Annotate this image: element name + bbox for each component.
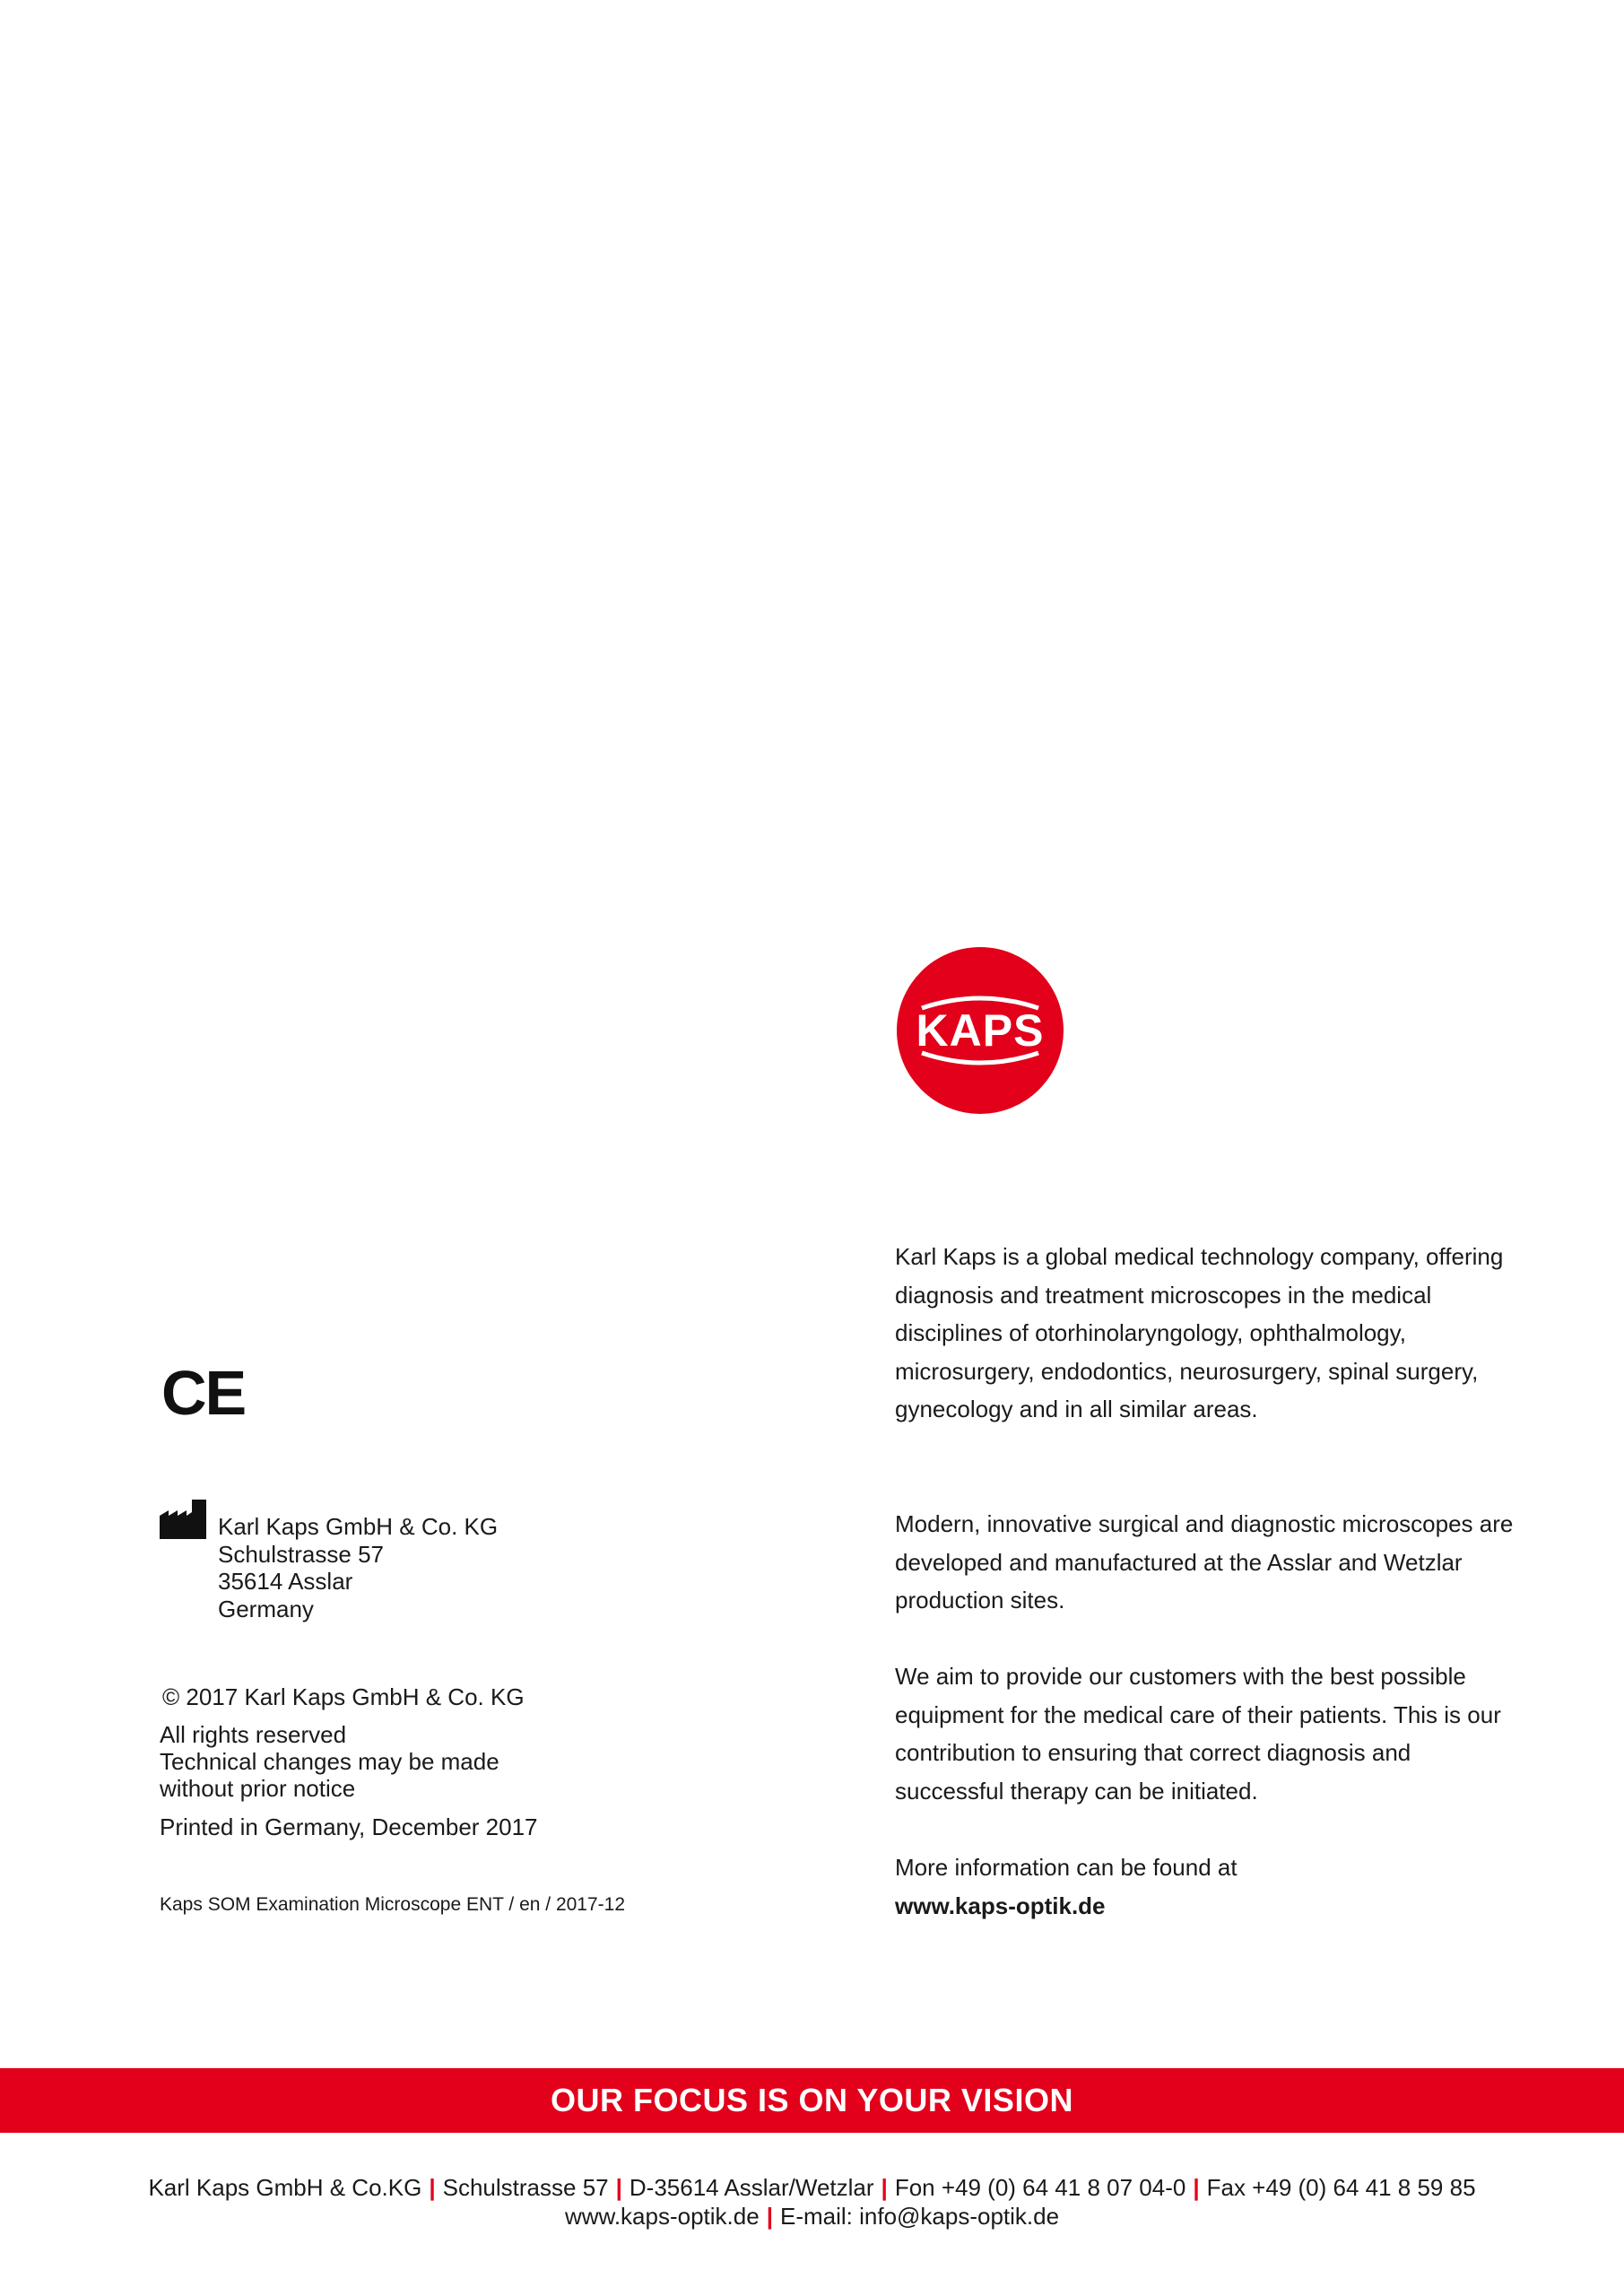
document-code: Kaps SOM Examination Microscope ENT / en / 2017-12 [160, 1894, 626, 1915]
website-link[interactable]: www.kaps-optik.de [895, 1892, 1106, 1919]
footer-separator: | [881, 2174, 888, 2201]
footer-street: Schulstrasse 57 [442, 2174, 609, 2201]
rights-reserved: All rights reserved [160, 1721, 347, 1748]
footer-line-2 [0, 2202, 1624, 2231]
manufacturer-name: Karl Kaps GmbH & Co. KG [218, 1513, 499, 1540]
about-paragraph-1: Karl Kaps is a global medical technology company, offering diagnosis and treatment microscopes in the medical disciplines of otorhinolaryngology, ophthalmology, microsurgery, endodontics, neurosurgery, spinal surgery, gynecology and in all similar areas. [895, 1243, 1504, 1422]
kaps-logo [895, 945, 1065, 1116]
footer-phone: Fon +49 (0) 64 41 8 07 04-0 [894, 2174, 1186, 2201]
footer-line-1 [0, 2173, 1624, 2202]
footer-separator: | [1193, 2174, 1200, 2201]
footer-separator: | [429, 2174, 436, 2201]
manufacturer-street: Schulstrasse 57 [218, 1540, 384, 1568]
printed-info: Printed in Germany, December 2017 [160, 1813, 538, 1840]
manufacturer-address [218, 1513, 498, 1622]
technical-changes-line-1: Technical changes may be made [160, 1748, 499, 1775]
factory-icon [160, 1500, 206, 1539]
more-info-text: More information can be found at [895, 1854, 1238, 1881]
about-paragraph-2: Modern, innovative surgical and diagnostic microscopes are developed and manufactured at the Asslar and Wetzlar production sites. [895, 1510, 1514, 1613]
more-info [895, 1848, 1514, 1925]
footer-email-link[interactable]: E-mail: info@kaps-optik.de [779, 2203, 1060, 2230]
footer-website-link[interactable]: www.kaps-optik.de [564, 2203, 760, 2230]
slogan-banner [0, 2068, 1624, 2133]
about-paragraph-3: We aim to provide our customers with the best possible equipment for the medical care of their patients. This is our contribution to ensuring that correct diagnosis and successful therapy can be initiated. [895, 1663, 1501, 1805]
footer-city: D-35614 Asslar/Wetzlar [629, 2174, 874, 2201]
footer-fax: Fax +49 (0) 64 41 8 59 85 [1206, 2174, 1476, 2201]
manufacturer-country: Germany [218, 1595, 314, 1622]
copyright: © 2017 Karl Kaps GmbH & Co. KG [162, 1683, 525, 1710]
footer-separator: | [766, 2203, 773, 2230]
ce-mark: CE [161, 1358, 246, 1428]
manufacturer-city: 35614 Asslar [218, 1568, 353, 1595]
slogan-text: OUR FOCUS IS ON YOUR VISION [551, 2082, 1073, 2118]
technical-changes-line-2: without prior notice [160, 1775, 356, 1802]
footer-separator: | [615, 2174, 622, 2201]
logo-text: KAPS [916, 1005, 1045, 1056]
footer-company: Karl Kaps GmbH & Co.KG [148, 2174, 422, 2201]
